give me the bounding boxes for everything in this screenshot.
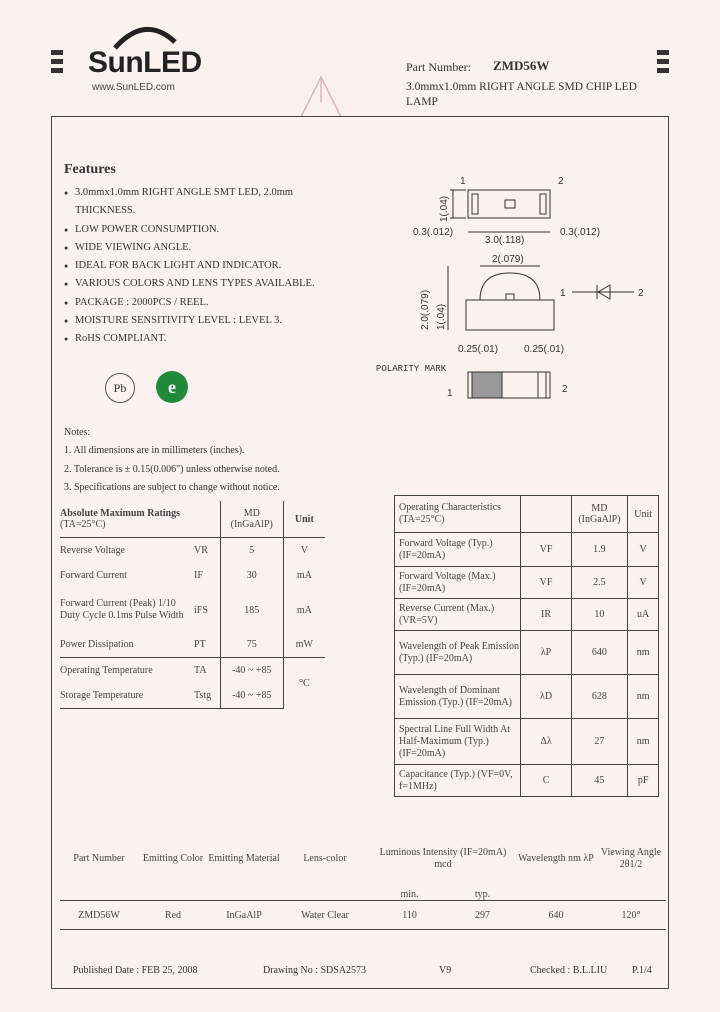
table-row: Capacitance (Typ.) (VF=0V, f=1MHz) C 45 pF [395,765,659,797]
features-title: Features [64,162,116,177]
table-row: Forward Current IF 30 mA [60,563,325,588]
schematic-pin2: 2 [638,288,644,299]
operating-characteristics-table [394,495,659,797]
notes [64,424,280,497]
dim-width: 3.0(.118) [485,235,525,246]
watermark-icon [296,72,346,122]
part-number: ZMD56W [493,58,550,73]
table-row: Reverse Voltage VR 5 V [60,538,325,564]
dim-pad-left: 0.25(.01) [458,344,499,355]
package-drawing [376,168,660,418]
absolute-max-ratings-table [60,501,325,709]
version: V9 [439,965,452,976]
feature-item: ● IDEAL FOR BACK LIGHT AND INDICATOR. [64,257,354,275]
sel-typ-label: typ. [474,888,491,900]
rohs-badge-text: e [168,377,176,397]
oc-header-unit: Unit [628,496,659,533]
dim-top-height: 1(.04) [439,195,450,222]
sel-header-color: Emitting Color [142,853,204,864]
sel-header-lens: Lens-color [303,853,347,864]
oc-header-md: MD (InGaAlP) [571,496,628,533]
table-row: Forward Current (Peak) 1/10 Duty Cycle 0.1ms Pulse Width iFS 185 mA [60,588,325,632]
website-url[interactable]: www.SunLED.com [92,82,175,93]
feature-item: ● PACKAGE : 2000PCS / REEL. [64,294,354,312]
sel-header-part: Part Number [73,853,125,864]
feature-item: ● WIDE VIEWING ANGLE. [64,239,354,257]
dim-lens: 1(.04) [436,303,447,330]
pin2-label-bottom: 2 [562,384,568,395]
feature-item: ● 3.0mmx1.0mm RIGHT ANGLE SMT LED, 2.0mm THICKNESS. [64,184,354,221]
drawing-number: Drawing No : SDSA2573 [263,965,367,976]
table-row: Power Dissipation PT 75 mW [60,632,325,658]
polarity-mark-label: POLARITY MARK [376,364,447,374]
page-number: P.1/4 [632,965,652,976]
table-row: Forward Voltage (Max.) (IF=20mA) VF 2.5 V [395,567,659,599]
table-row: Spectral Line Full Width At Half-Maximum (Typ.) (IF=20mA) Δλ 27 nm [395,719,659,765]
corner-mark-left [51,50,63,74]
feature-item: ● MOISTURE SENSITIVITY LEVEL : LEVEL 3. [64,312,354,330]
sel-header-wavelength: Wavelength nm λP [518,853,594,864]
note-item: 1. All dimensions are in millimeters (inches). [64,445,245,457]
sel-min-label: min. [400,888,419,900]
part-description: 3.0mmx1.0mm RIGHT ANGLE SMD CHIP LED LAMP [406,81,637,108]
part-number-label: Part Number: [406,60,471,74]
table-row: ZMD56W Red InGaAlP Water Clear 110 297 640 120° [60,901,666,930]
features-list [64,184,354,349]
feature-item: ● VARIOUS COLORS AND LENS TYPES AVAILABLE. [64,275,354,293]
dim-side-right: 0.3(.012) [560,227,601,238]
amr-header-md: MD (InGaAlP) [220,501,283,538]
schematic-pin1: 1 [560,288,566,299]
pb-badge-text: Pb [113,381,127,395]
table-row: Operating Temperature TA -40 ~ +85 °C [60,658,325,684]
feature-item: ● LOW POWER CONSUMPTION. [64,221,354,239]
notes-title: Notes: [64,427,91,438]
dim-height: 2.0(.079) [420,289,431,330]
published-date: Published Date : FEB 25, 2008 [73,965,198,976]
table-row: Reverse Current (Max.) (VR=5V) IR 10 uA [395,599,659,631]
sel-header-material: Emitting Material [208,853,280,864]
sel-header-intensity: Luminous Intensity (IF=20mA) mcd [379,847,507,870]
logo: SunLED [88,46,202,79]
oc-header-title: Operating Characteristics (TA=25°C) [395,496,521,533]
table-row: Forward Voltage (Typ.) (IF=20mA) VF 1.9 V [395,533,659,567]
pin2-label-top: 2 [558,176,564,187]
note-item: 3. Specifications are subject to change without notice. [64,481,280,493]
table-row: Wavelength of Dominant Emission (Typ.) (IF=20mA) λD 628 nm [395,675,659,719]
pin1-label-bottom: 1 [447,388,453,399]
table-row: Wavelength of Peak Emission (Typ.) (IF=20mA) λP 640 nm [395,631,659,675]
rohs-icon [156,371,188,403]
dim-top-width: 2(.079) [492,254,524,265]
feature-item: ● RoHS COMPLIANT. [64,330,354,348]
amr-header-title: Absolute Maximum Ratings (TA=25°C) [60,501,194,538]
table-row: Storage Temperature Tstg -40 ~ +85 [60,683,325,709]
dim-side-left: 0.3(.012) [413,227,454,238]
pb-free-icon [105,373,135,403]
checked-by: Checked : B.L.LIU [530,965,608,976]
pin1-label-top: 1 [460,176,466,187]
oc-header-sym [521,496,571,533]
corner-mark-right [657,50,669,74]
dim-pad-right: 0.25(.01) [524,344,565,355]
selection-guide-table [60,830,666,930]
sel-header-angle: Viewing Angle 2θ1/2 [600,847,662,870]
amr-header-unit: Unit [283,501,325,538]
note-item: 2. Tolerance is ± 0.15(0.006") unless otherwise noted. [64,463,280,475]
amr-header-sym [194,501,220,538]
